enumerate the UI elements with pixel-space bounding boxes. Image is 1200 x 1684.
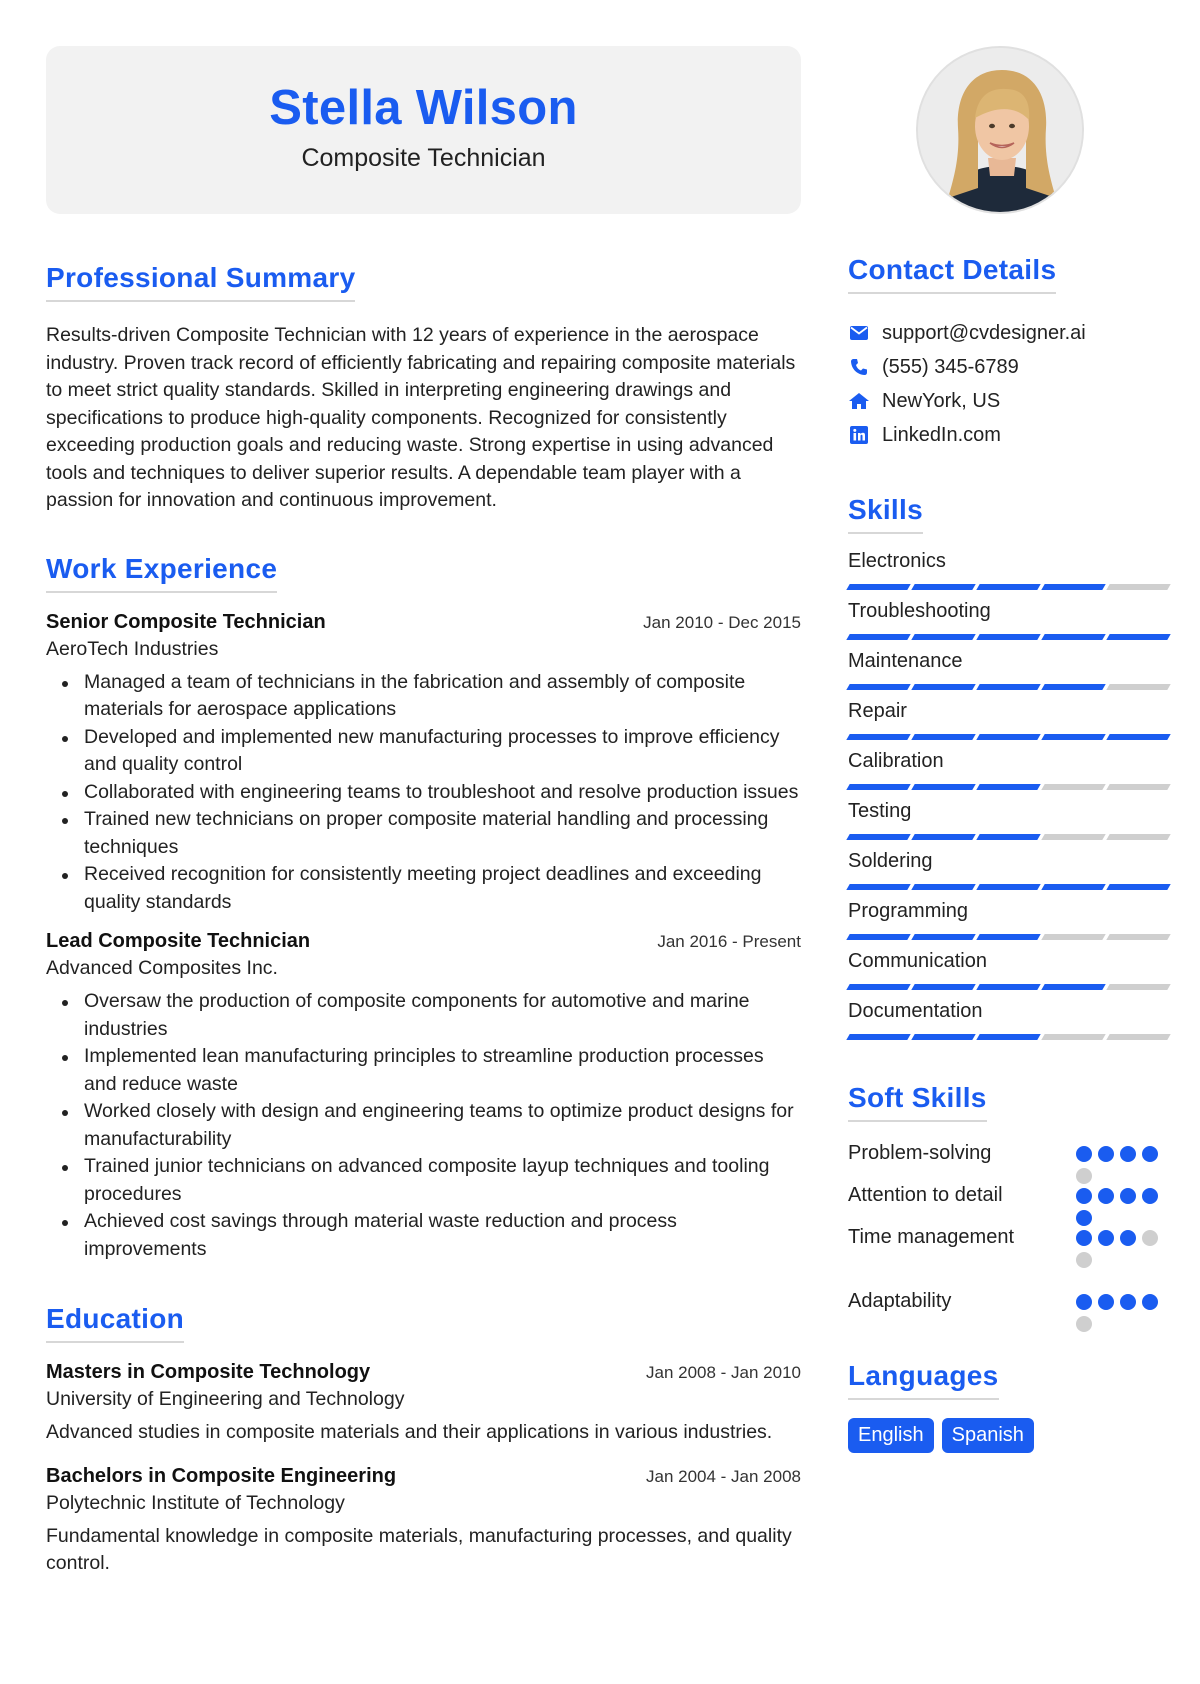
skill-rating-segment — [911, 634, 975, 640]
skill-rating-segment — [976, 834, 1040, 840]
contact-linkedin-text: LinkedIn.com — [882, 423, 1001, 446]
rating-dot — [1076, 1210, 1092, 1226]
bullet-item: Trained junior technicians on advanced composite layup techniques and tooling procedures — [84, 1153, 801, 1208]
education-entry — [46, 1361, 801, 1447]
job-entry-date: Jan 2016 - Present — [657, 932, 801, 951]
rating-dot — [1142, 1188, 1158, 1204]
skill-rating-segment — [911, 684, 975, 690]
contact-location-text: NewYork, US — [882, 389, 1001, 412]
skill-item — [848, 948, 1174, 998]
skill-item — [848, 698, 1174, 748]
skill-rating-segment — [976, 784, 1040, 790]
skill-name: Documentation — [848, 1000, 983, 1022]
contact-location — [848, 384, 1174, 418]
job-entry-title: Senior Composite Technician — [46, 610, 326, 633]
soft-skill-item — [848, 1142, 1174, 1184]
skill-rating-segment — [911, 884, 975, 890]
contact-phone-text: (555) 345-6789 — [882, 355, 1019, 378]
skill-rating-segment — [911, 934, 975, 940]
work-section — [46, 553, 801, 1264]
contact-section — [848, 254, 1174, 452]
soft-skill-rating-dots — [1076, 1184, 1174, 1226]
skill-rating-segment — [846, 1034, 910, 1040]
rating-dot — [1098, 1146, 1114, 1162]
skill-rating-segment — [1041, 634, 1105, 640]
rating-dot — [1076, 1230, 1092, 1246]
bullet-item: Worked closely with design and engineering teams to optimize product designs for manufacturability — [84, 1098, 801, 1153]
job-title: Composite Technician — [301, 143, 546, 172]
skill-item — [848, 798, 1174, 848]
education-section — [46, 1303, 801, 1578]
skill-rating-bar — [848, 584, 1174, 590]
linkedin-icon — [848, 424, 870, 446]
skill-rating-segment — [976, 634, 1040, 640]
soft-skill-item — [848, 1226, 1174, 1290]
contact-email-text: support@cvdesigner.ai — [882, 321, 1086, 344]
skills-list — [848, 548, 1174, 1048]
bullet-item: Trained new technicians on proper composite material handling and processing techniques — [84, 806, 801, 861]
summary-text: Results-driven Composite Technician with 12 years of experience in the aerospace industry. Proven track record of efficiently fabricating and repairing composite materials to meet strict quality standards. Skilled in interpreting engineering drawings and specifications to produce high-quality components. Recognized for consistently exceeding production goals and reducing waste. Strong expertise in using advanced tools and techniques to deliver superior results. A dependable team player with a passion for innovation and continuous improvement. — [46, 324, 796, 511]
skill-rating-segment — [1106, 884, 1170, 890]
rating-dot — [1142, 1146, 1158, 1162]
skill-rating-segment — [976, 884, 1040, 890]
skill-rating-segment — [1106, 634, 1170, 640]
languages-heading: Languages — [848, 1360, 999, 1400]
contact-linkedin[interactable] — [848, 418, 1174, 452]
skill-name: Maintenance — [848, 650, 963, 672]
skills-section — [848, 494, 1174, 1048]
degree-title: Bachelors in Composite Engineering — [46, 1464, 397, 1487]
education-heading: Education — [46, 1303, 184, 1343]
skill-name: Communication — [848, 950, 987, 972]
soft-skills-list — [848, 1142, 1174, 1332]
skill-rating-segment — [846, 884, 910, 890]
job-entry-title: Lead Composite Technician — [46, 930, 311, 952]
envelope-icon — [848, 322, 870, 344]
skill-rating-segment — [976, 584, 1040, 590]
school-name: University of Engineering and Technology — [46, 1388, 405, 1410]
skill-rating-segment — [1041, 734, 1105, 740]
job-entry — [46, 611, 801, 917]
rating-dot — [1120, 1230, 1136, 1246]
school-name: Polytechnic Institute of Technology — [46, 1491, 345, 1514]
language-badge: Spanish — [942, 1418, 1034, 1453]
soft-skill-rating-dots — [1076, 1226, 1174, 1268]
rating-dot — [1142, 1230, 1158, 1246]
skill-rating-segment — [1041, 784, 1105, 790]
skill-rating-bar — [848, 1034, 1174, 1040]
skill-rating-bar — [848, 834, 1174, 840]
bullet-item: Received recognition for consistently meeting project deadlines and exceeding quality standards — [84, 861, 801, 916]
header-banner — [46, 46, 801, 214]
skill-rating-bar — [848, 984, 1174, 990]
skill-rating-bar — [848, 934, 1174, 940]
skill-rating-segment — [846, 584, 910, 590]
job-entry-date: Jan 2010 - Dec 2015 — [643, 612, 801, 632]
skill-rating-segment — [1106, 934, 1170, 940]
skill-rating-bar — [848, 884, 1174, 890]
skill-rating-bar — [848, 784, 1174, 790]
bullet-item: Developed and implemented new manufacturing processes to improve efficiency and quality control — [84, 724, 801, 779]
soft-skills-section — [848, 1082, 1174, 1332]
skill-item — [848, 598, 1174, 648]
rating-dot — [1076, 1146, 1092, 1162]
skill-name: Repair — [848, 700, 907, 722]
summary-section — [46, 262, 801, 515]
rating-dot — [1120, 1294, 1136, 1310]
skill-rating-segment — [1106, 734, 1170, 740]
degree-date: Jan 2004 - Jan 2008 — [645, 1466, 801, 1486]
soft-skill-name: Adaptability — [848, 1290, 952, 1312]
degree-title: Masters in Composite Technology — [46, 1361, 371, 1383]
degree-description: Fundamental knowledge in composite materials, manufacturing processes, and quality control. — [46, 1524, 792, 1574]
skill-rating-segment — [1041, 834, 1105, 840]
languages-list — [848, 1418, 1174, 1453]
skill-rating-segment — [1106, 684, 1170, 690]
sidebar-column — [848, 46, 1174, 1453]
contact-email[interactable] — [848, 316, 1174, 350]
skill-rating-segment — [911, 584, 975, 590]
rating-dot — [1120, 1146, 1136, 1162]
home-icon — [848, 390, 870, 412]
job-entry-bullets — [46, 988, 801, 1263]
skill-rating-segment — [1106, 1034, 1170, 1040]
rating-dot — [1076, 1168, 1092, 1184]
skill-item — [848, 548, 1174, 598]
summary-heading: Professional Summary — [46, 262, 355, 302]
rating-dot — [1076, 1188, 1092, 1204]
job-entry-bullets — [46, 669, 801, 917]
education-entry — [46, 1465, 801, 1578]
skill-rating-segment — [976, 984, 1040, 990]
skill-item — [848, 748, 1174, 798]
soft-skill-rating-dots — [1076, 1290, 1174, 1332]
job-entry-company: Advanced Composites Inc. — [46, 957, 278, 979]
skill-rating-bar — [848, 634, 1174, 640]
bullet-item: Managed a team of technicians in the fabrication and assembly of composite materials for aerospace applications — [84, 669, 801, 724]
skill-rating-segment — [846, 734, 910, 740]
skill-item — [848, 998, 1174, 1048]
skill-name: Calibration — [848, 750, 944, 772]
skill-item — [848, 848, 1174, 898]
bullet-item: Achieved cost savings through material waste reduction and process improvements — [84, 1208, 801, 1263]
rating-dot — [1098, 1188, 1114, 1204]
language-badge: English — [848, 1418, 934, 1453]
bullet-item: Collaborated with engineering teams to troubleshoot and resolve production issues — [84, 779, 801, 807]
skill-rating-segment — [846, 984, 910, 990]
skill-rating-segment — [976, 1034, 1040, 1040]
contact-heading: Contact Details — [848, 254, 1056, 294]
skill-rating-segment — [911, 984, 975, 990]
skill-rating-segment — [1041, 934, 1105, 940]
skill-rating-segment — [1106, 834, 1170, 840]
work-heading: Work Experience — [46, 553, 277, 593]
job-entry — [46, 930, 801, 1263]
skill-rating-segment — [846, 934, 910, 940]
skills-heading: Skills — [848, 494, 923, 534]
skill-rating-segment — [976, 684, 1040, 690]
skill-name: Testing — [848, 800, 912, 822]
skill-rating-segment — [911, 734, 975, 740]
skill-rating-segment — [1041, 684, 1105, 690]
degree-date: Jan 2008 - Jan 2010 — [645, 1363, 801, 1382]
bullet-item: Oversaw the production of composite components for automotive and marine industries — [84, 988, 801, 1043]
skill-rating-segment — [846, 784, 910, 790]
soft-skill-rating-dots — [1076, 1142, 1174, 1184]
skill-name: Programming — [848, 900, 969, 922]
rating-dot — [1142, 1294, 1158, 1310]
skill-rating-segment — [1041, 1034, 1105, 1040]
soft-skill-name: Time management — [848, 1226, 1014, 1248]
contact-phone[interactable] — [848, 350, 1174, 384]
phone-icon — [848, 356, 870, 378]
rating-dot — [1076, 1294, 1092, 1310]
rating-dot — [1098, 1294, 1114, 1310]
skill-rating-segment — [976, 734, 1040, 740]
skill-rating-bar — [848, 734, 1174, 740]
profile-photo — [916, 46, 1084, 214]
skill-rating-segment — [1106, 984, 1170, 990]
skill-rating-segment — [846, 834, 910, 840]
rating-dot — [1076, 1252, 1092, 1268]
soft-skill-item — [848, 1184, 1174, 1226]
skill-item — [848, 898, 1174, 948]
bullet-item: Implemented lean manufacturing principles to streamline production processes and reduce waste — [84, 1043, 801, 1098]
degree-description: Advanced studies in composite materials and their applications in various industries. — [46, 1421, 773, 1443]
soft-skill-name: Attention to detail — [848, 1184, 1003, 1206]
skill-rating-segment — [1041, 884, 1105, 890]
skill-rating-segment — [911, 784, 975, 790]
main-column — [46, 46, 801, 1578]
skill-rating-segment — [911, 834, 975, 840]
skill-rating-segment — [1041, 584, 1105, 590]
candidate-name: Stella Wilson — [269, 81, 578, 135]
rating-dot — [1098, 1230, 1114, 1246]
languages-section — [848, 1360, 1174, 1453]
soft-skill-item — [848, 1290, 1174, 1332]
skill-rating-segment — [911, 1034, 975, 1040]
skill-name: Electronics — [848, 550, 946, 572]
skill-name: Troubleshooting — [848, 600, 991, 622]
rating-dot — [1076, 1316, 1092, 1332]
skill-name: Soldering — [848, 850, 933, 872]
skill-rating-bar — [848, 684, 1174, 690]
skill-rating-segment — [846, 684, 910, 690]
job-entry-company: AeroTech Industries — [46, 637, 219, 660]
skill-rating-segment — [1106, 784, 1170, 790]
skill-rating-segment — [846, 634, 910, 640]
skill-rating-segment — [1041, 984, 1105, 990]
skill-item — [848, 648, 1174, 698]
profile-photo-illustration — [918, 48, 1084, 214]
soft-skill-name: Problem-solving — [848, 1142, 992, 1164]
skill-rating-segment — [1106, 584, 1170, 590]
rating-dot — [1120, 1188, 1136, 1204]
skill-rating-segment — [976, 934, 1040, 940]
soft-skills-heading: Soft Skills — [848, 1082, 987, 1122]
